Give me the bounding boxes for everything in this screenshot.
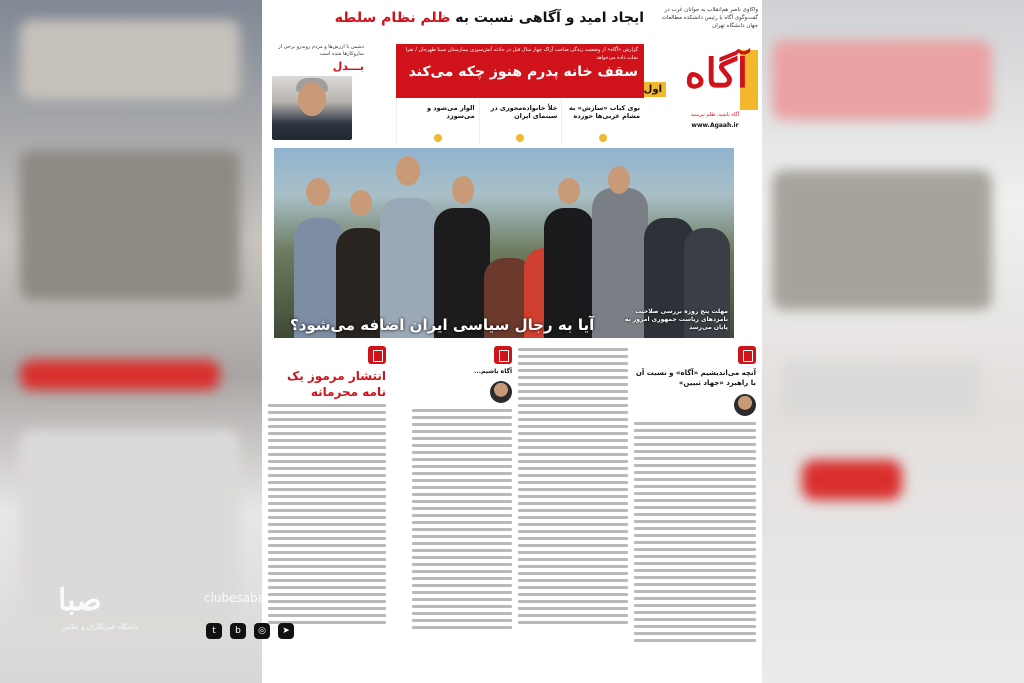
logo-url: www.Agaah.ir <box>691 122 739 129</box>
portrait-note: دشمن با ارزش‌ها و مردم روبه‌رو برخی از سازوکارها شده است <box>278 44 364 57</box>
lead-headline: سقف خانه پدرم هنوز چکه می‌کند <box>408 64 638 80</box>
first-edition-badge: اول <box>640 82 666 97</box>
photo-caption <box>274 310 734 338</box>
column-mid-2 <box>412 344 512 683</box>
top-headline-black: ایجاد امید و آگاهی نسبت به <box>455 10 644 26</box>
instagram-icon[interactable]: ◎ <box>254 623 270 639</box>
bale-icon[interactable]: b <box>230 623 246 639</box>
background-left <box>0 0 262 683</box>
column-right-headline: آنچه می‌اندیشیم «آگاه» و نسبت آن با راهبرد «جهاد تبیین» <box>635 369 756 387</box>
column-right <box>634 344 756 683</box>
column-mid-1 <box>518 344 628 683</box>
top-note: واکاوی ناصر هم‌انقلاب به جوانان غرب در گفت‌وگوی آگاه با رئیس دانشکده مطالعات جهان دانشگاه تهران <box>661 7 758 29</box>
lead-story <box>396 44 644 144</box>
watermark-site: clubesaba <box>204 591 266 605</box>
editorial-icon <box>494 346 512 364</box>
photo-subheadline: مهلت پنج روزه بررسی صلاحیت نامزدهای ریاست جمهوری امروز به پایان می‌رسد <box>624 308 728 331</box>
lead-caption: گزارش «آگاه» از وضعیت زندگی صاحب آراک چهار سال قبل در حادثه آتش‌سوزی بیمارستان سینا طهرجان / نقرا نجات داده می‌خواهد <box>405 47 638 61</box>
watermark-logo: صبا <box>58 583 102 618</box>
logo <box>672 44 758 110</box>
top-headline <box>334 10 644 26</box>
lead-sub: الوار می‌شود و می‌سوزد <box>396 98 479 144</box>
newspaper-page <box>262 0 762 683</box>
column-left-headline: انتشار مرموز یک نامه محرمانه <box>286 369 386 399</box>
top-headline-red: ظلم نظام سلطه <box>334 10 451 26</box>
portrait-title: بـــدل <box>332 60 364 73</box>
lead-sub: بوی کباب «سازش» به مشام غربی‌ها خورده <box>561 98 644 144</box>
author <box>412 381 512 403</box>
twitter-icon[interactable]: t <box>206 623 222 639</box>
social-icons <box>206 623 294 639</box>
lead-sub: خلأ خانواده‌محوری در سینمای ایران <box>479 98 562 144</box>
editorial-icon <box>738 346 756 364</box>
background-right <box>762 0 1024 683</box>
main-photo <box>274 148 734 338</box>
avatar <box>734 394 756 416</box>
logo-text: آگاه <box>684 50 748 97</box>
telegram-icon[interactable]: ➤ <box>278 623 294 639</box>
author <box>634 394 756 416</box>
avatar <box>490 381 512 403</box>
watermark-subtitle: باشگاه خبرنگاران و عکس <box>62 623 138 631</box>
portrait-block <box>268 44 364 144</box>
portrait-photo <box>272 76 352 140</box>
lead-subs <box>396 98 644 144</box>
column-mid-2-headline: آگاه باشیم... <box>474 368 512 375</box>
logo-tagline: آگاه باشید، ظلم نپرسید <box>690 112 740 118</box>
photo-headline: آیا به رجال سیاسی ایران اضافه می‌شود؟ <box>290 316 595 334</box>
editorial-icon <box>368 346 386 364</box>
